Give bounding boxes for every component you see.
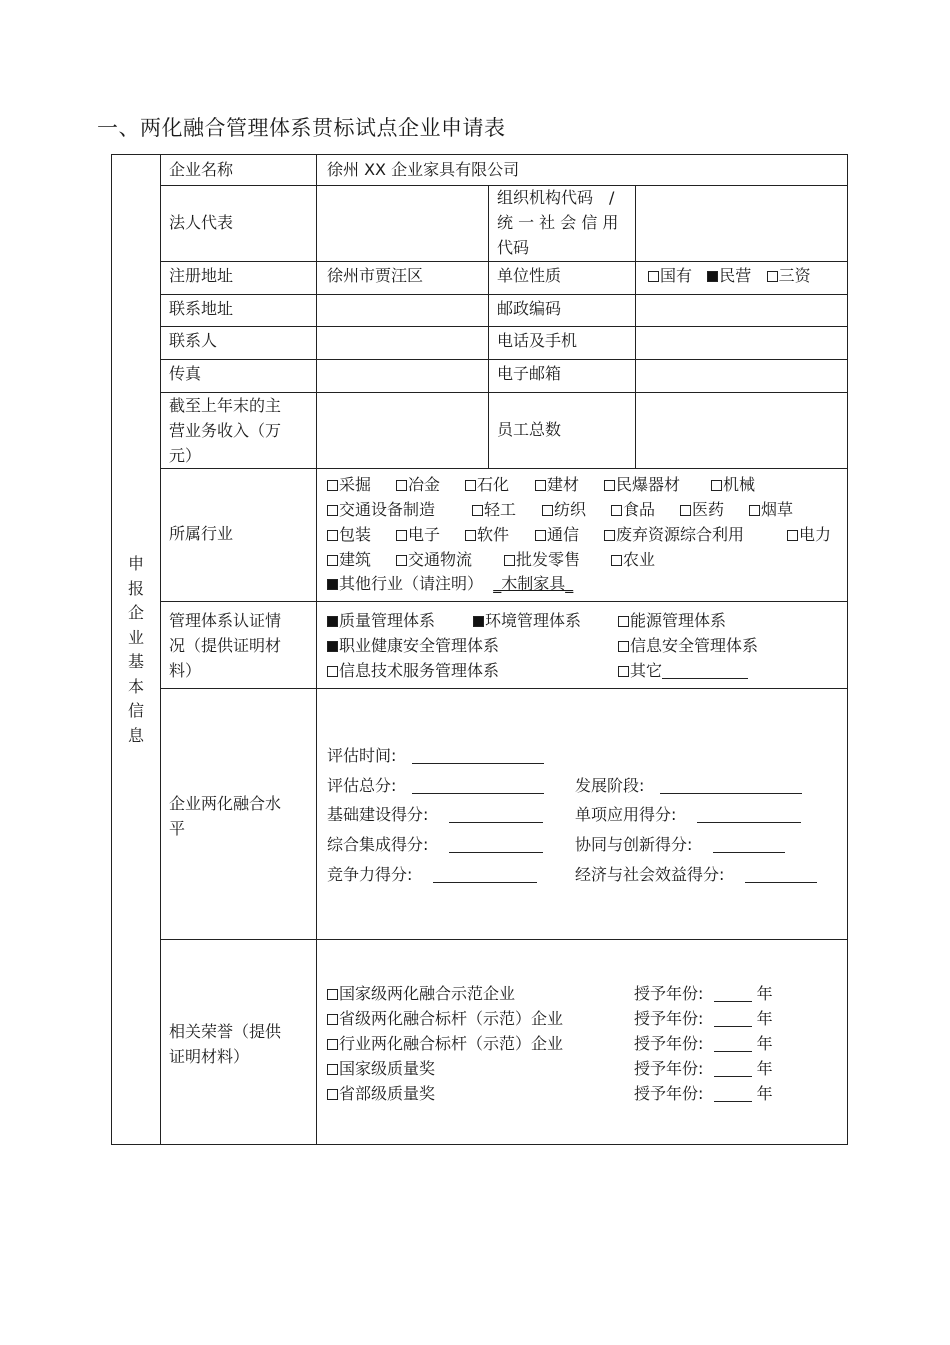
checkbox[interactable] [327,989,338,1000]
checkbox[interactable] [472,505,483,516]
dev-stage-field: 发展阶段: [575,773,802,798]
year-input[interactable] [714,1035,752,1052]
industry-option[interactable]: 纺织 [542,497,586,522]
collab-score-input[interactable] [713,836,785,853]
checkbox[interactable] [680,505,691,516]
industry-option[interactable]: 采掘 [327,472,371,497]
year-input[interactable] [714,1010,752,1027]
integration-score-input[interactable] [449,836,543,853]
checkbox-checked[interactable] [327,641,338,652]
checkbox[interactable] [465,480,476,491]
divider [160,939,848,940]
checkbox[interactable] [604,530,615,541]
industry-option[interactable]: 烟草 [749,497,793,522]
industry-option[interactable]: 石化 [465,472,509,497]
email-label: 电子邮箱 [497,364,562,383]
year-input[interactable] [714,1060,752,1077]
honor-year: 授予年份: 年 [634,1059,773,1078]
infra-score-field: 基础建设得分: [327,802,543,827]
checkbox[interactable] [327,1014,338,1025]
checkbox[interactable] [648,271,659,282]
industry-option[interactable]: 通信 [535,522,579,547]
industry-other[interactable]: 其他行业（请注明） _木制家具_ [327,571,573,596]
divider [160,326,848,327]
checkbox[interactable] [749,505,760,516]
checkbox[interactable] [327,555,338,566]
industry-option[interactable]: 交通设备制造 [327,497,435,522]
industry-option[interactable]: 机械 [711,472,755,497]
mgmt-cert-option[interactable]: 职业健康安全管理体系 [327,633,499,658]
honor-item[interactable]: 省部级质量奖 [327,1081,435,1106]
checkbox[interactable] [535,530,546,541]
divider [160,155,161,1145]
checkbox-checked[interactable] [707,271,718,282]
eval-total-input[interactable] [412,777,544,794]
industry-option[interactable]: 包装 [327,522,371,547]
single-app-score-input[interactable] [697,806,801,823]
industry-option[interactable]: 废弃资源综合利用 [604,522,744,547]
checkbox[interactable] [327,666,338,677]
checkbox[interactable] [767,271,778,282]
mgmt-cert-option[interactable]: 其它 [618,658,748,683]
unit-nature-option[interactable]: 民营 [707,266,751,285]
employees-label: 员工总数 [497,420,562,439]
industry-option[interactable]: 电力 [787,522,831,547]
honor-year: 授予年份: 年 [634,1009,773,1028]
phone-label: 电话及手机 [497,331,578,350]
postal-code-label: 邮政编码 [497,299,562,318]
unit-nature-options [648,263,811,288]
checkbox[interactable] [611,505,622,516]
org-code-label: 组织机构代码 / 统 一 社 会 信 用 代码 [497,188,619,257]
industry-option[interactable]: 建材 [535,472,579,497]
mgmt-cert-label: 管理体系认证情 况（提供证明材 料） [169,611,282,680]
checkbox[interactable] [611,555,622,566]
industry-option[interactable]: 医药 [680,497,724,522]
year-input[interactable] [714,1085,752,1102]
page-title: 一、两化融合管理体系贯标试点企业申请表 [97,116,506,140]
blank-line[interactable] [662,662,748,679]
divider [160,688,848,689]
industry-other-value[interactable]: _木制家具_ [493,574,574,593]
checkbox[interactable] [327,530,338,541]
checkbox-checked[interactable] [473,616,484,627]
checkbox[interactable] [504,555,515,566]
reg-address-label: 注册地址 [169,266,234,285]
single-app-score-field: 单项应用得分: [575,802,801,827]
econ-social-score-field: 经济与社会效益得分: [575,862,817,887]
honor-item[interactable]: 国家级两化融合示范企业 [327,981,515,1006]
industry-option[interactable]: 轻工 [472,497,516,522]
integration-level-label: 企业两化融合水 平 [169,794,282,838]
application-form [111,154,848,1145]
unit-nature-label: 单位性质 [497,266,562,285]
collab-score-field: 协同与创新得分: [575,832,785,857]
checkbox[interactable] [327,480,338,491]
honors-label: 相关荣誉（提供 证明材料） [169,1022,282,1066]
fax-label: 传真 [169,364,202,383]
mgmt-cert-option[interactable]: 环境管理体系 [473,608,581,633]
eval-time-input[interactable] [412,747,544,764]
honor-item[interactable]: 行业两化融合标杆（示范）企业 [327,1031,563,1056]
industry-option[interactable]: 交通物流 [396,547,472,572]
checkbox[interactable] [618,616,629,627]
industry-option[interactable]: 软件 [465,522,509,547]
checkbox[interactable] [396,480,407,491]
divider [160,294,848,295]
revenue-label: 截至上年末的主 营业务收入（万 元） [169,396,282,465]
mgmt-cert-option[interactable]: 能源管理体系 [618,608,726,633]
checkbox-checked[interactable] [327,579,338,590]
industry-option[interactable]: 电子 [396,522,440,547]
honor-item[interactable]: 国家级质量奖 [327,1056,435,1081]
industry-option[interactable]: 冶金 [396,472,440,497]
industry-option[interactable]: 批发零售 [504,547,580,572]
mgmt-cert-option[interactable]: 质量管理体系 [327,608,435,633]
legal-rep-label: 法人代表 [169,213,234,232]
competitive-score-input[interactable] [433,866,537,883]
checkbox[interactable] [542,505,553,516]
econ-social-score-input[interactable] [745,866,817,883]
mgmt-cert-option[interactable]: 信息安全管理体系 [618,633,758,658]
competitive-score-field: 竞争力得分: [327,862,537,887]
contact-address-label: 联系地址 [169,299,234,318]
checkbox[interactable] [618,666,629,677]
divider [160,601,848,602]
dev-stage-input[interactable] [660,777,802,794]
checkbox[interactable] [327,1064,338,1075]
infra-score-input[interactable] [449,806,543,823]
checkbox[interactable] [604,480,615,491]
industry-option[interactable]: 农业 [611,547,655,572]
checkbox[interactable] [327,505,338,516]
mgmt-cert-option[interactable]: 信息技术服务管理体系 [327,658,499,683]
divider [160,468,848,469]
checkbox[interactable] [465,530,476,541]
integration-score-field: 综合集成得分: [327,832,543,857]
checkbox-checked[interactable] [327,616,338,627]
eval-time-field: 评估时间: [327,743,544,768]
checkbox[interactable] [787,530,798,541]
company-name-value[interactable]: 徐州 XX 企业家具有限公司 [327,160,520,179]
industry-label: 所属行业 [169,524,234,543]
checkbox[interactable] [327,1039,338,1050]
contact-person-label: 联系人 [169,331,218,350]
unit-nature-option[interactable]: 三资 [767,266,811,285]
industry-option[interactable]: 建筑 [327,547,371,572]
honor-item[interactable]: 省级两化融合标杆（示范）企业 [327,1006,563,1031]
reg-address-value[interactable]: 徐州市贾汪区 [327,266,424,285]
section-side-label: 申 报 企 业 基 本 信 息 [127,554,144,745]
honor-year: 授予年份: 年 [634,984,773,1003]
divider [160,359,848,360]
checkbox[interactable] [618,641,629,652]
checkbox[interactable] [396,530,407,541]
honor-year: 授予年份: 年 [634,1034,773,1053]
honor-year: 授予年份: 年 [634,1084,773,1103]
checkbox[interactable] [327,1089,338,1100]
divider [160,261,848,262]
year-input[interactable] [714,985,752,1002]
checkbox[interactable] [711,480,722,491]
divider [316,155,317,1145]
checkbox[interactable] [396,555,407,566]
industry-option[interactable]: 食品 [611,497,655,522]
unit-nature-option[interactable]: 国有 [648,266,692,285]
eval-total-field: 评估总分: [327,773,544,798]
checkbox[interactable] [535,480,546,491]
industry-option[interactable]: 民爆器材 [604,472,680,497]
company-name-label: 企业名称 [169,160,234,179]
